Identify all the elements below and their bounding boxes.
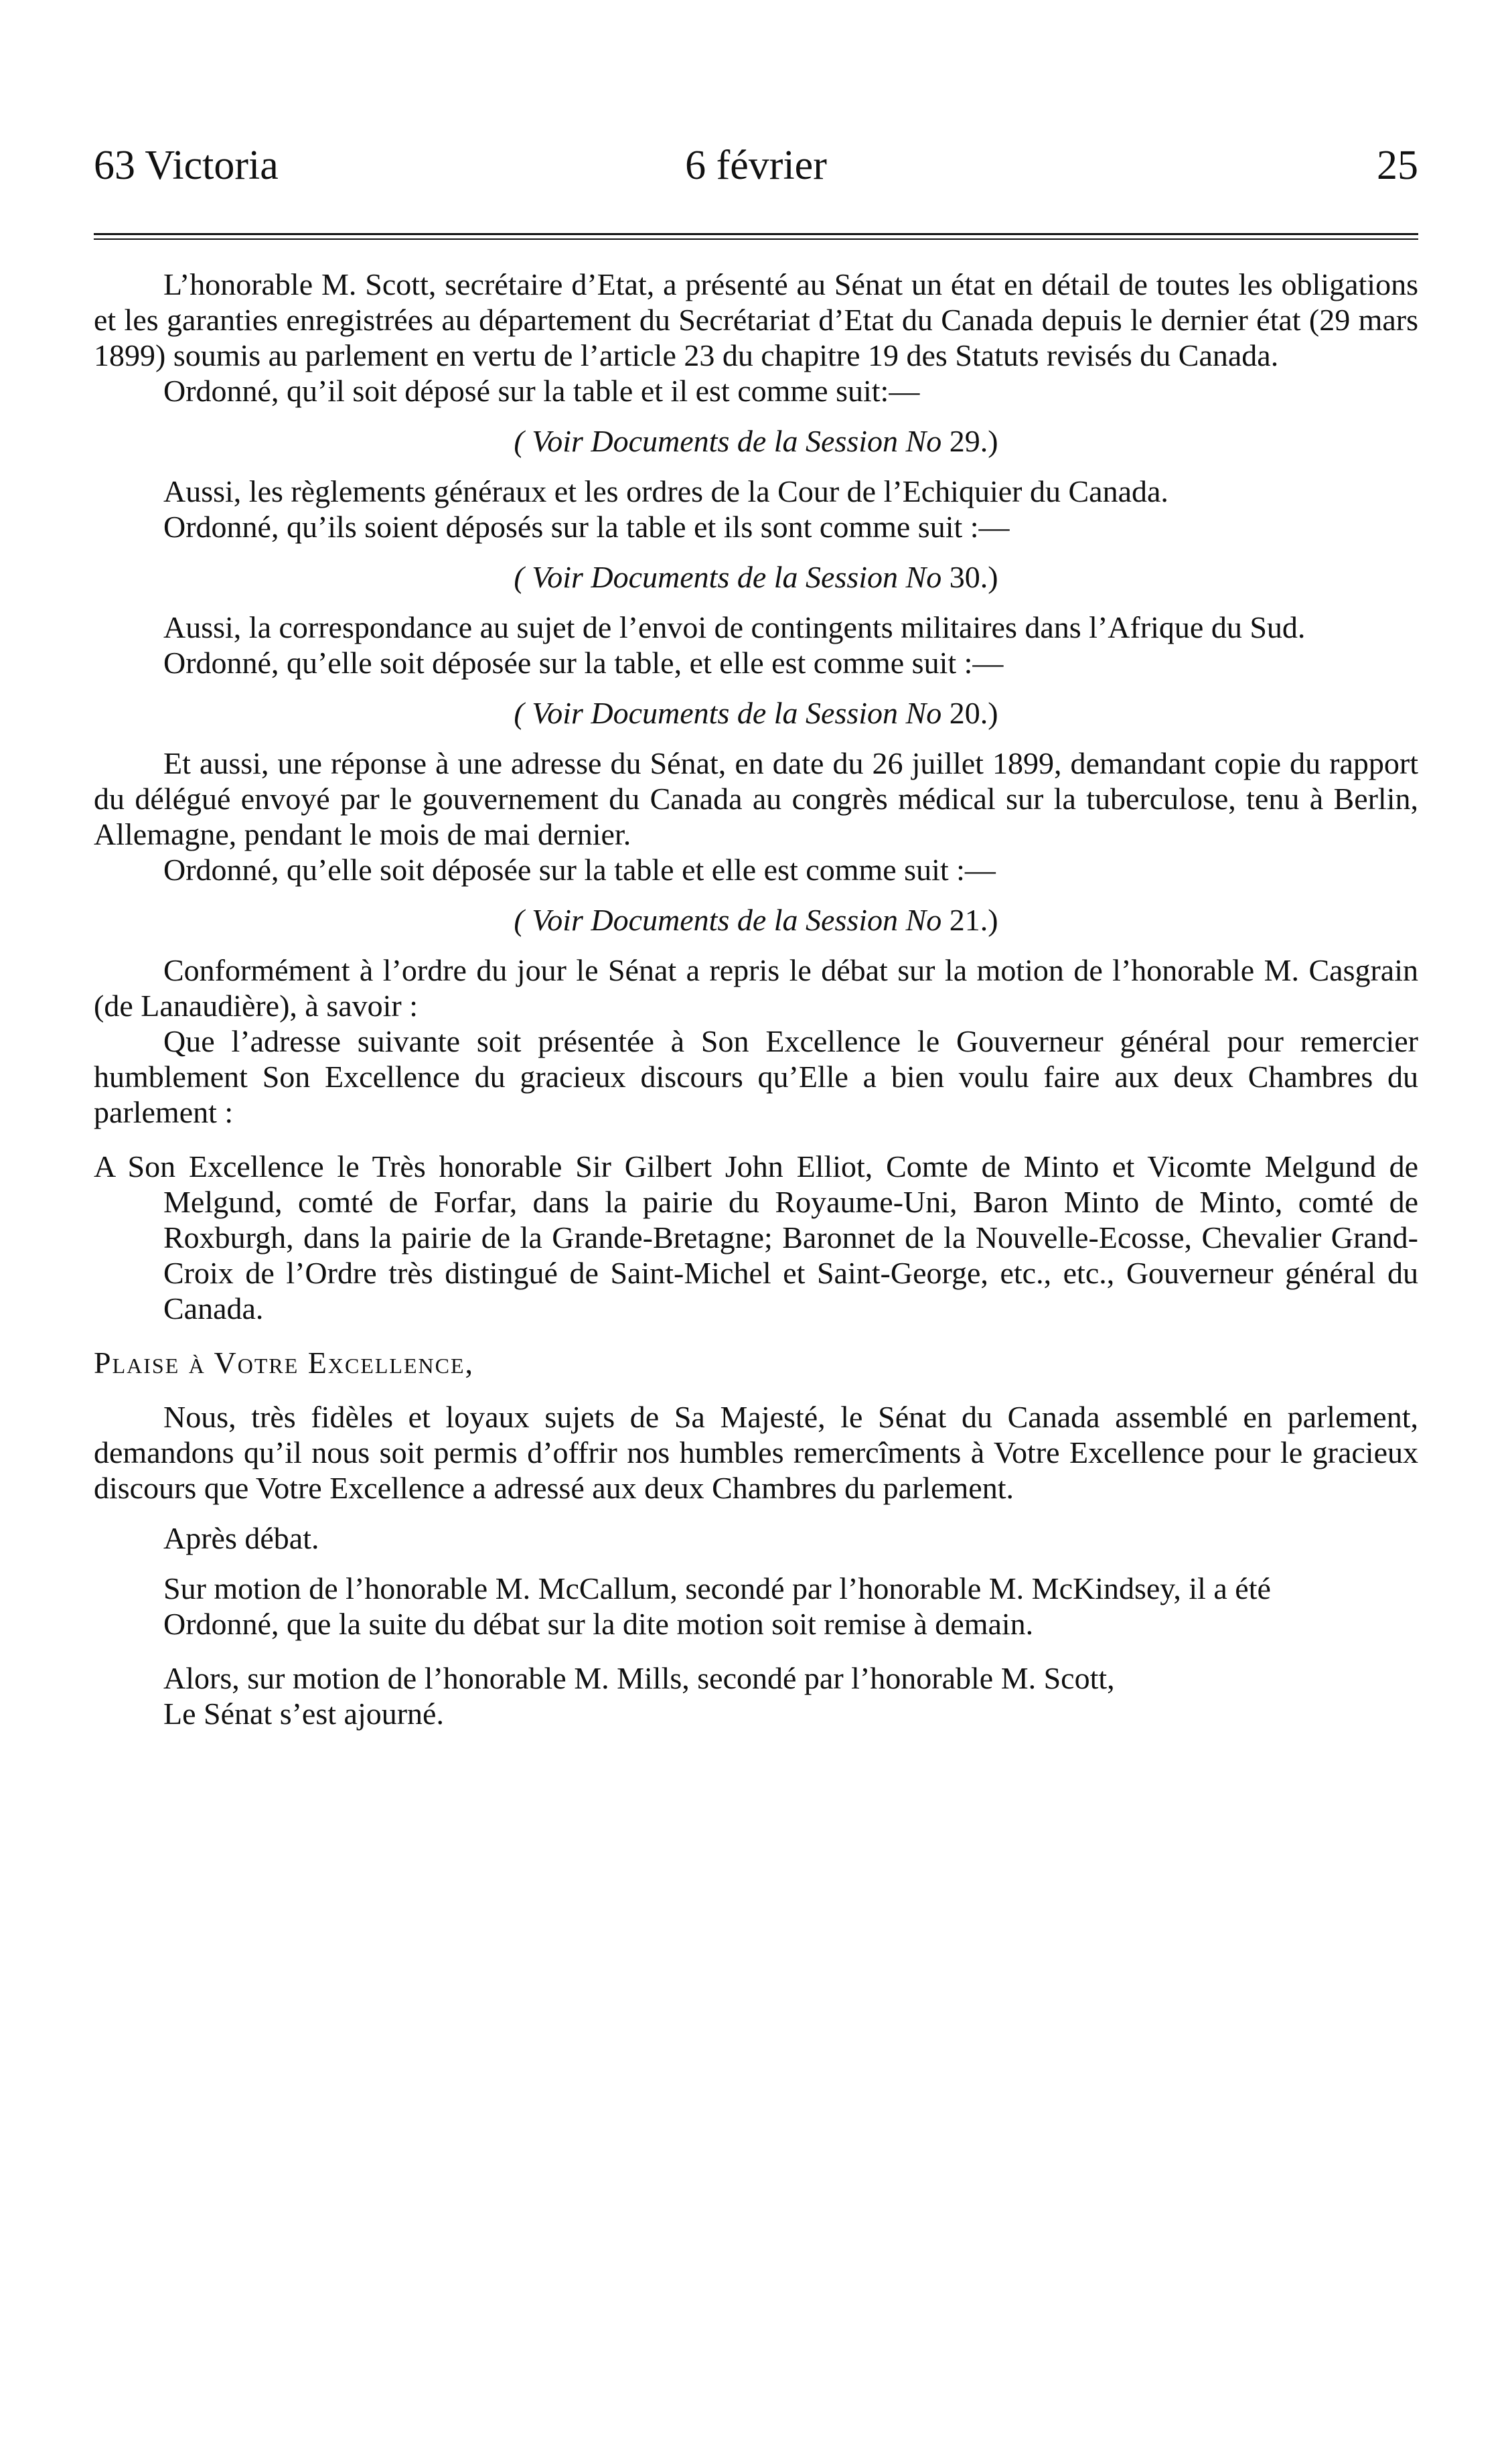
reference-text: ( Voir Documents de la Session No [514,903,942,937]
reference-number: 21.) [949,903,998,937]
paragraph: Sur motion de l’honorable M. McCallum, secondé par l’honorable M. McKindsey, il a été [163,1571,1271,1605]
session-document-reference [94,695,1418,731]
reference-text: ( Voir Documents de la Session No [514,560,942,594]
header-regnal-year: 63 Victoria [94,143,279,188]
page-number: 25 [1377,143,1418,188]
paragraph: Ordonné, que la suite du débat sur la dite motion soit remise à demain. [163,1607,1034,1641]
salutation: Plaise à Votre Excellence, [94,1346,475,1380]
paragraph: Ordonné, qu’ils soient déposés sur la table et ils sont comme suit :— [163,510,1010,544]
reference-text: ( Voir Documents de la Session No [514,424,942,458]
reference-text: ( Voir Documents de la Session No [514,696,942,730]
paragraph: Ordonné, qu’elle soit déposée sur la table, et elle est comme suit :— [163,646,1004,680]
session-document-reference [94,559,1418,595]
paragraph: Conformément à l’ordre du jour le Sénat a repris le débat sur la motion de l’honorable M. Casgrain (de Lanaudière), à savoir : [94,953,1418,1023]
header-rule-bottom [94,238,1418,240]
paragraph: Alors, sur motion de l’honorable M. Mills, secondé par l’honorable M. Scott, [163,1661,1115,1695]
paragraph: L’honorable M. Scott, secrétaire d’Etat, a présenté au Sénat un état en détail de toutes les obligations et les garanties enregistrées au département du Secrétariat d’Etat du Canada depuis le dernier état (29 mars 1899) soumis au parlement en vertu de l’article 23 du chapitre 19 des Statuts revisés du Canada. [94,267,1418,372]
paragraph: Après débat. [163,1521,319,1555]
reference-number: 20.) [949,696,998,730]
paragraph: Ordonné, qu’il soit déposé sur la table et il est comme suit:— [163,374,920,408]
spacer [94,1380,1418,1399]
header-date: 6 février [685,143,827,188]
spacer [94,1130,1418,1149]
address-paragraph: A Son Excellence le Très honorable Sir Gilbert John Elliot, Comte de Minto et Vicomte Melgund de Melgund, comté de Forfar, dans la pairie du Royaume-Uni, Baron Minto de Minto, comté de Roxburgh, dans la pairie de la Grande-Bretagne; Baronnet de la Nouvelle-Ecosse, Chevalier Grand-Croix de l’Ordre très distingué de Saint-Michel et Saint-George, etc., etc., Gouverneur général du Canada. [94,1149,1418,1325]
header-rule-top [94,233,1418,235]
session-document-reference [94,902,1418,938]
reference-number: 29.) [949,424,998,458]
document-body [94,267,1418,1731]
paragraph: Le Sénat s’est ajourné. [163,1697,444,1731]
running-header [94,142,1418,189]
paragraph: Aussi, les règlements généraux et les ordres de la Cour de l’Echiquier du Canada. [163,474,1168,508]
spacer [94,1642,1418,1660]
paragraph: Aussi, la correspondance au sujet de l’envoi de contingents militaires dans l’Afrique du Sud. [163,610,1306,644]
paragraph: Ordonné, qu’elle soit déposée sur la table et elle est comme suit :— [163,853,996,887]
paragraph: Et aussi, une réponse à une adresse du Sénat, en date du 26 juillet 1899, demandant copie du rapport du délégué envoyé par le gouvernement du Canada au congrès médical sur la tuberculose, tenu à Berlin, Allemagne, pendant le mois de mai dernier. [94,746,1418,851]
session-document-reference [94,423,1418,459]
paragraph: Nous, très fidèles et loyaux sujets de Sa Majesté, le Sénat du Canada assemblé en parlement, demandons qu’il nous soit permis d’offrir nos humbles remercîments à Votre Excellence pour le gracieux discours que Votre Excellence a adressé aux deux Chambres du parlement. [94,1400,1418,1505]
spacer [94,1326,1418,1345]
paragraph: Que l’adresse suivante soit présentée à Son Excellence le Gouverneur général pour remercier humblement Son Excellence du gracieux discours qu’Elle a bien voulu faire aux deux Chambres du parlement : [94,1024,1418,1129]
reference-number: 30.) [949,560,998,594]
